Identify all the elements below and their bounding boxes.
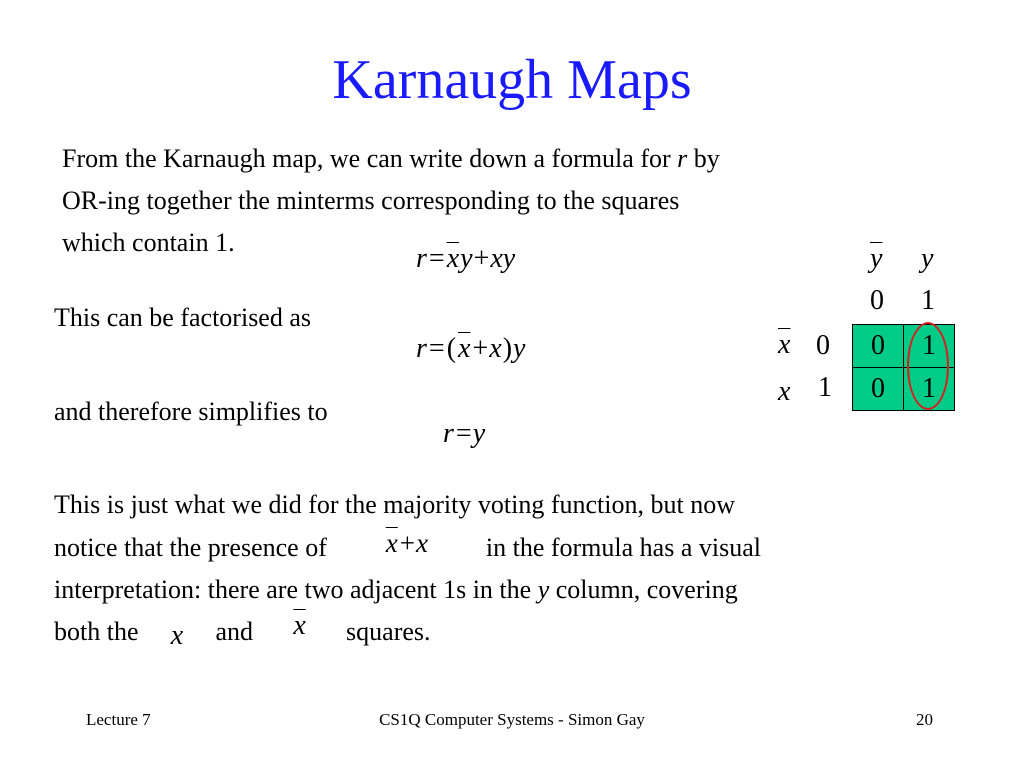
intro-paragraph	[62, 138, 720, 264]
inline-var-x: x	[170, 620, 184, 651]
formula-minterms: $r=\overline{x}y+xy$	[416, 243, 516, 274]
intro-line-1: From the Karnaugh map, we can write down a formula for r by	[62, 144, 720, 173]
kmap-cell: 0	[853, 368, 904, 411]
footer-course: CS1Q Computer Systems - Simon Gay	[379, 710, 645, 729]
kmap-cell: 1	[904, 325, 955, 368]
row-var-x: x	[778, 376, 791, 407]
slide-title: Karnaugh Maps	[332, 49, 692, 111]
factorised-label: This can be factorised as	[54, 303, 312, 332]
explanation-line-1: This is just what we did for the majority voting function, but now	[54, 490, 735, 519]
intro-line-2: OR-ing together the minterms corresponding to the squares	[62, 186, 680, 215]
kmap-cell: 0	[853, 325, 904, 368]
formula-simplified: r=y	[443, 418, 486, 449]
explanation-paragraph	[54, 484, 761, 653]
simplifies-label: and therefore simplifies to	[54, 397, 328, 426]
inline-formula-xbar-plus-x: $\overline{x}+x$	[385, 528, 428, 558]
col-value-0: 0	[870, 285, 884, 316]
explanation-line-2: notice that the presence of $\overline{x}+x$ in the formula has a visual	[54, 526, 761, 569]
var-y: y	[537, 575, 550, 604]
inline-var-xbar: $\overline{x}$	[293, 610, 306, 641]
explanation-line-3: interpretation: there are two adjacent 1s in the y column, covering	[54, 575, 738, 604]
footer-lecture: Lecture 7	[86, 710, 151, 729]
footer-page-number: 20	[916, 710, 933, 729]
col-var-ybar: $\overline{y}$	[870, 243, 883, 274]
row-var-xbar: $\overline{x}$	[778, 329, 791, 360]
intro-line-3: which contain 1.	[62, 228, 235, 257]
row-value-1: 1	[818, 372, 832, 403]
kmap-cell: 1	[904, 368, 955, 411]
y-column-grouping-circle	[907, 322, 949, 410]
explanation-line-4: both the x and $\overline{x}$ squares.	[54, 611, 761, 653]
row-value-0: 0	[816, 330, 830, 361]
formula-factorised: $r=(\overline{x}+x)y$	[416, 333, 526, 364]
var-r: r	[677, 144, 688, 173]
col-var-y: y	[921, 243, 934, 274]
col-value-1: 1	[921, 285, 935, 316]
